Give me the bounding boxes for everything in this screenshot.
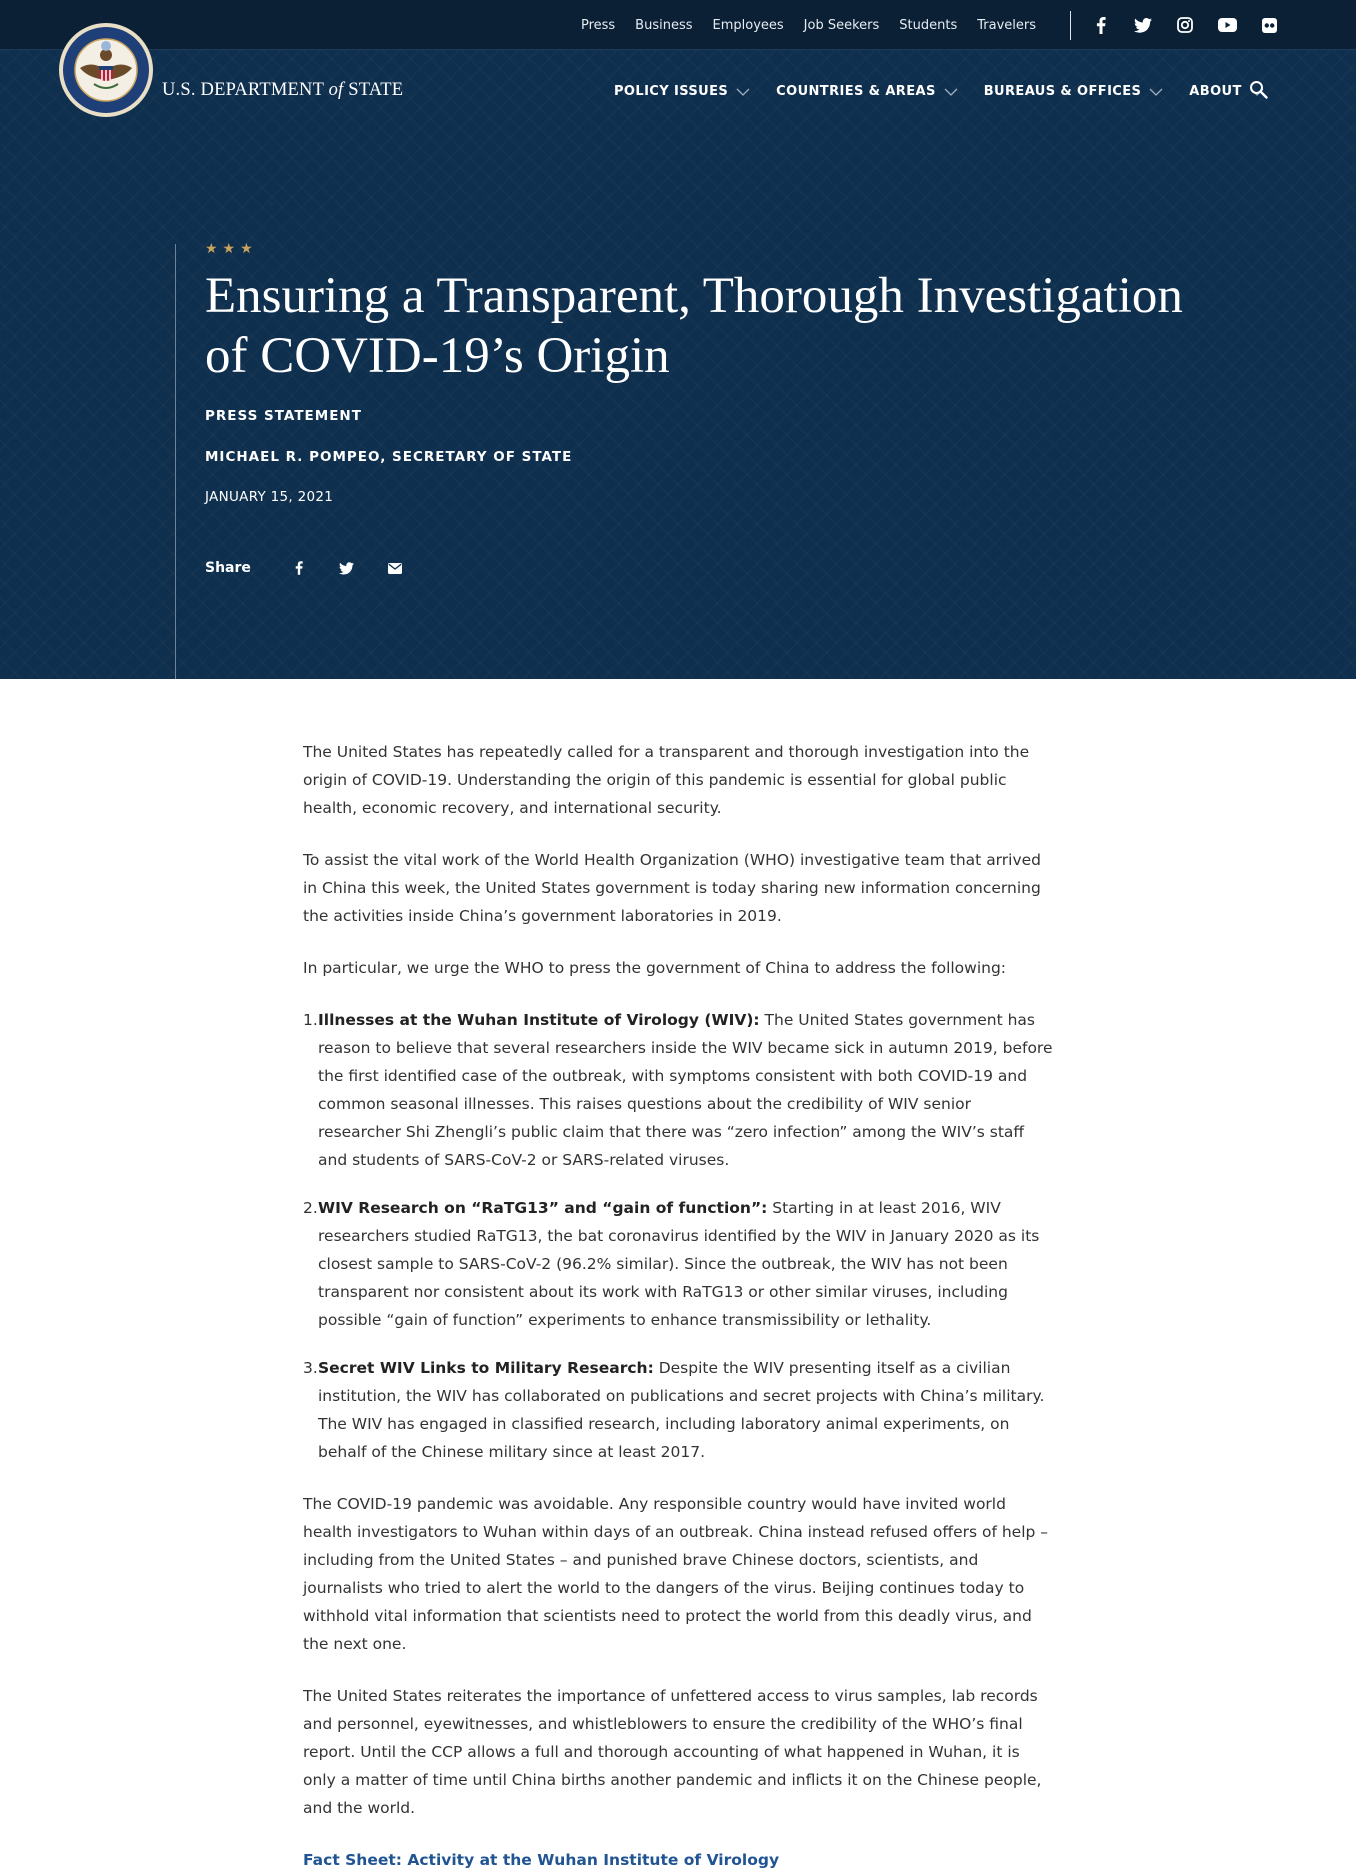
nav-label: BUREAUS & OFFICES	[983, 84, 1142, 99]
share-facebook-icon[interactable]	[275, 556, 323, 580]
hero-divider	[175, 244, 176, 679]
nav-label: ABOUT	[1189, 84, 1242, 99]
nav-label: POLICY ISSUES	[614, 84, 729, 99]
social-links	[1080, 0, 1290, 50]
search-icon[interactable]	[1249, 80, 1269, 100]
list-item-heading: Illnesses at the Wuhan Institute of Virology (WIV):	[318, 1011, 760, 1029]
nav-policy-issues[interactable]	[614, 84, 750, 99]
list-number: 1.	[303, 1011, 318, 1029]
chevron-down-icon	[944, 87, 958, 97]
author-byline: MICHAEL R. POMPEO, SECRETARY OF STATE	[205, 449, 573, 465]
utility-links	[581, 0, 1036, 50]
share-label: Share	[205, 560, 251, 576]
twitter-icon[interactable]	[1122, 0, 1164, 50]
instagram-icon[interactable]	[1164, 0, 1206, 50]
nav-label: COUNTRIES & AREAS	[776, 84, 936, 99]
list-item-heading: WIV Research on “RaTG13” and “gain of function”:	[318, 1199, 768, 1217]
nav-bureaus-offices[interactable]	[984, 84, 1164, 99]
utility-bar	[0, 0, 1356, 50]
article-paragraph: The COVID-19 pandemic was avoidable. Any responsible country would have invited world health investigators to Wuhan within days of an outbreak. China instead refused offers of help – including from the United States – and punished brave Chinese doctors, scientists, and journalists who tried to alert the world to the dangers of the virus. Beijing continues today to withhold vital information that scientists need to protect the world from this deadly virus, and the next one.	[303, 1495, 1049, 1653]
list-number: 2.	[303, 1199, 318, 1217]
utility-link-employees[interactable]: Employees	[712, 17, 784, 33]
utility-link-job-seekers[interactable]: Job Seekers	[803, 17, 880, 33]
share-email-icon[interactable]	[371, 556, 419, 580]
article-paragraph: The United States has repeatedly called for a transparent and thorough investigation into the origin of COVID-19. Understanding the origin of this pandemic is essential for global public health, economic recovery, and international security.	[303, 743, 1030, 817]
article-body	[303, 738, 1055, 1874]
article-paragraph: The United States reiterates the importance of unfettered access to virus samples, lab records and personnel, eyewitnesses, and whistleblowers to ensure the credibility of the WHO’s final report. Until the CCP allows a full and thorough accounting of what happened in Wuhan, it is only a matter of time until China births another pandemic and inflicts it on the Chinese people, and the world.	[303, 1687, 1042, 1817]
site-name-pre: U.S. DEPARTMENT	[162, 80, 324, 100]
chevron-down-icon	[1149, 87, 1163, 97]
page-title: Ensuring a Transparent, Thorough Investigation of COVID-19’s Origin	[205, 268, 1183, 384]
nav-countries-areas[interactable]	[776, 84, 958, 99]
utility-link-press[interactable]: Press	[580, 17, 616, 33]
facebook-icon[interactable]	[1080, 0, 1122, 50]
stars-decoration: ★★★	[205, 241, 258, 257]
list-item-text: The United States government has reason to believe that several researchers inside the WIV became sick in autumn 2019, before the first identified case of the outbreak, with symptoms consistent with both COVID-19 and common seasonal illnesses. This raises questions about the credibility of WIV senior researcher Shi Zhengli’s public claim that there was “zero infection” among the WIV’s staff and students of SARS-CoV-2 or SARS-related viruses.	[318, 1011, 1053, 1169]
flickr-icon[interactable]	[1248, 0, 1290, 50]
list-item	[303, 1354, 1055, 1466]
utility-divider	[1070, 11, 1071, 40]
department-seal-logo[interactable]	[58, 22, 154, 118]
list-item-heading: Secret WIV Links to Military Research:	[318, 1359, 654, 1377]
concerns-list	[303, 1006, 1055, 1466]
fact-sheet-link[interactable]: Fact Sheet: Activity at the Wuhan Institute of Virology	[303, 1851, 780, 1869]
share-twitter-icon[interactable]	[323, 556, 371, 580]
share-bar	[205, 556, 419, 580]
site-name-post: STATE	[348, 80, 404, 100]
utility-link-travelers[interactable]: Travelers	[977, 17, 1036, 33]
document-type: PRESS STATEMENT	[205, 408, 362, 424]
chevron-down-icon	[736, 87, 750, 97]
youtube-icon[interactable]	[1206, 0, 1248, 50]
main-nav	[614, 84, 1264, 99]
utility-link-students[interactable]: Students	[899, 17, 958, 33]
publish-date: JANUARY 15, 2021	[205, 489, 334, 505]
hero-banner	[0, 0, 1356, 679]
list-item	[303, 1194, 1055, 1334]
list-item-text: Starting in at least 2016, WIV researchers studied RaTG13, the bat coronavirus identified by the WIV in January 2020 as its closest sample to SARS-CoV-2 (96.2% similar). Since the outbreak, the WIV has not been transparent nor consistent about its work with RaTG13 or other similar viruses, including possible “gain of function” experiments to enhance transmissibility or lethality.	[318, 1199, 1040, 1329]
site-name-of: of	[328, 80, 344, 100]
site-name[interactable]	[162, 80, 403, 101]
list-item-text: Despite the WIV presenting itself as a civilian institution, the WIV has collaborated on publications and secret projects with China’s military. The WIV has engaged in classified research, including laboratory animal experiments, on behalf of the Chinese military since at least 2017.	[318, 1359, 1045, 1461]
list-number: 3.	[303, 1359, 318, 1377]
list-item	[303, 1006, 1055, 1174]
article-paragraph: To assist the vital work of the World Health Organization (WHO) investigative team that arrived in China this week, the United States government is today sharing new information concerning the activities inside China’s government laboratories in 2019.	[303, 851, 1042, 925]
utility-link-business[interactable]: Business	[635, 17, 693, 33]
article-paragraph: In particular, we urge the WHO to press the government of China to address the following:	[303, 959, 1007, 977]
